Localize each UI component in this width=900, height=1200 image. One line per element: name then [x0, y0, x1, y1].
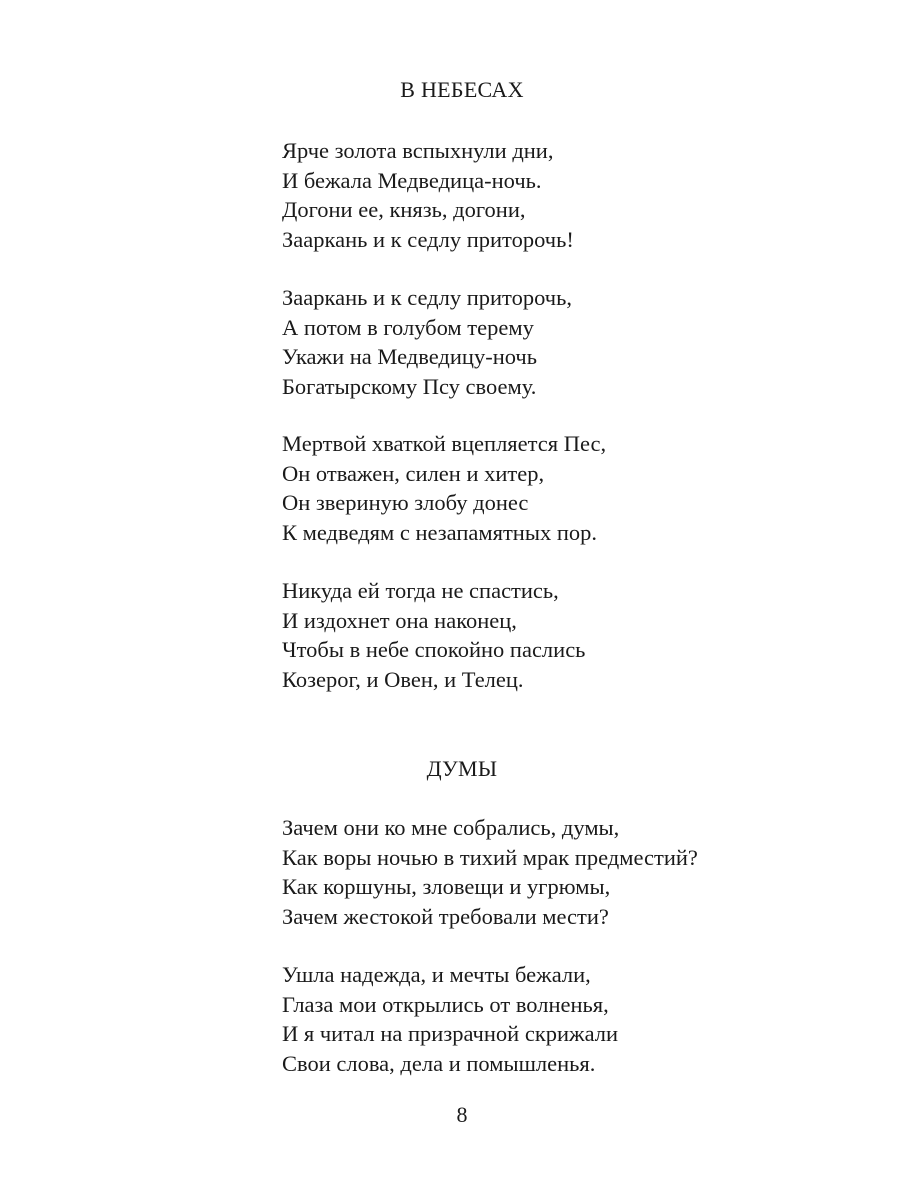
stanza — [282, 813, 698, 931]
verse-line: Богатырскому Псу своему. — [282, 373, 537, 399]
poem-title: В НЕБЕСАХ — [400, 77, 524, 102]
verse-line: И издохнет она наконец, — [282, 607, 517, 633]
verse-line: Он звериную злобу донес — [282, 490, 529, 515]
verse-line: Зааркань и к седлу приторочь! — [282, 226, 574, 252]
verse-line: И бежала Медведица-ночь. — [282, 167, 542, 193]
stanza — [282, 283, 572, 401]
verse-line: Чтобы в небе спокойно паслись — [282, 637, 586, 662]
verse-line: Ярче золота вспыхнули дни, — [282, 138, 554, 163]
verse-line: Козерог, и Овен, и Телец. — [282, 666, 524, 692]
stanza — [282, 576, 585, 694]
verse-line: Зааркань и к седлу приторочь, — [282, 285, 572, 310]
stanza — [282, 136, 574, 254]
verse-line: Как коршуны, зловещи и угрюмы, — [282, 874, 611, 899]
poem-title: ДУМЫ — [426, 756, 498, 781]
verse-line: Зачем жестокой требовали мести? — [282, 903, 609, 929]
verse-line: Ушла надежда, и мечты бежали, — [282, 962, 591, 987]
verse-line: К медведям с незапамятных пор. — [282, 519, 597, 545]
verse-line: Свои слова, дела и помышленья. — [282, 1050, 596, 1076]
verse-line: А потом в голубом терему — [282, 314, 534, 340]
verse-line: Догони ее, князь, догони, — [282, 197, 526, 222]
verse-line: Как воры ночью в тихий мрак предместий? — [282, 844, 698, 870]
verse-line: Зачем они ко мне собрались, думы, — [282, 815, 620, 840]
stanza — [282, 429, 606, 547]
verse-line: Никуда ей тогда не спастись, — [282, 578, 559, 603]
verse-line: Глаза мои открылись от волненья, — [282, 991, 609, 1017]
page-number: 8 — [456, 1102, 468, 1127]
verse-line: Он отважен, силен и хитер, — [282, 460, 545, 486]
stanza — [282, 960, 618, 1078]
verse-line: И я читал на призрачной скрижали — [282, 1021, 619, 1046]
verse-line: Укажи на Медведицу-ночь — [282, 344, 537, 369]
verse-line: Мертвой хваткой вцепляется Пес, — [282, 431, 607, 456]
